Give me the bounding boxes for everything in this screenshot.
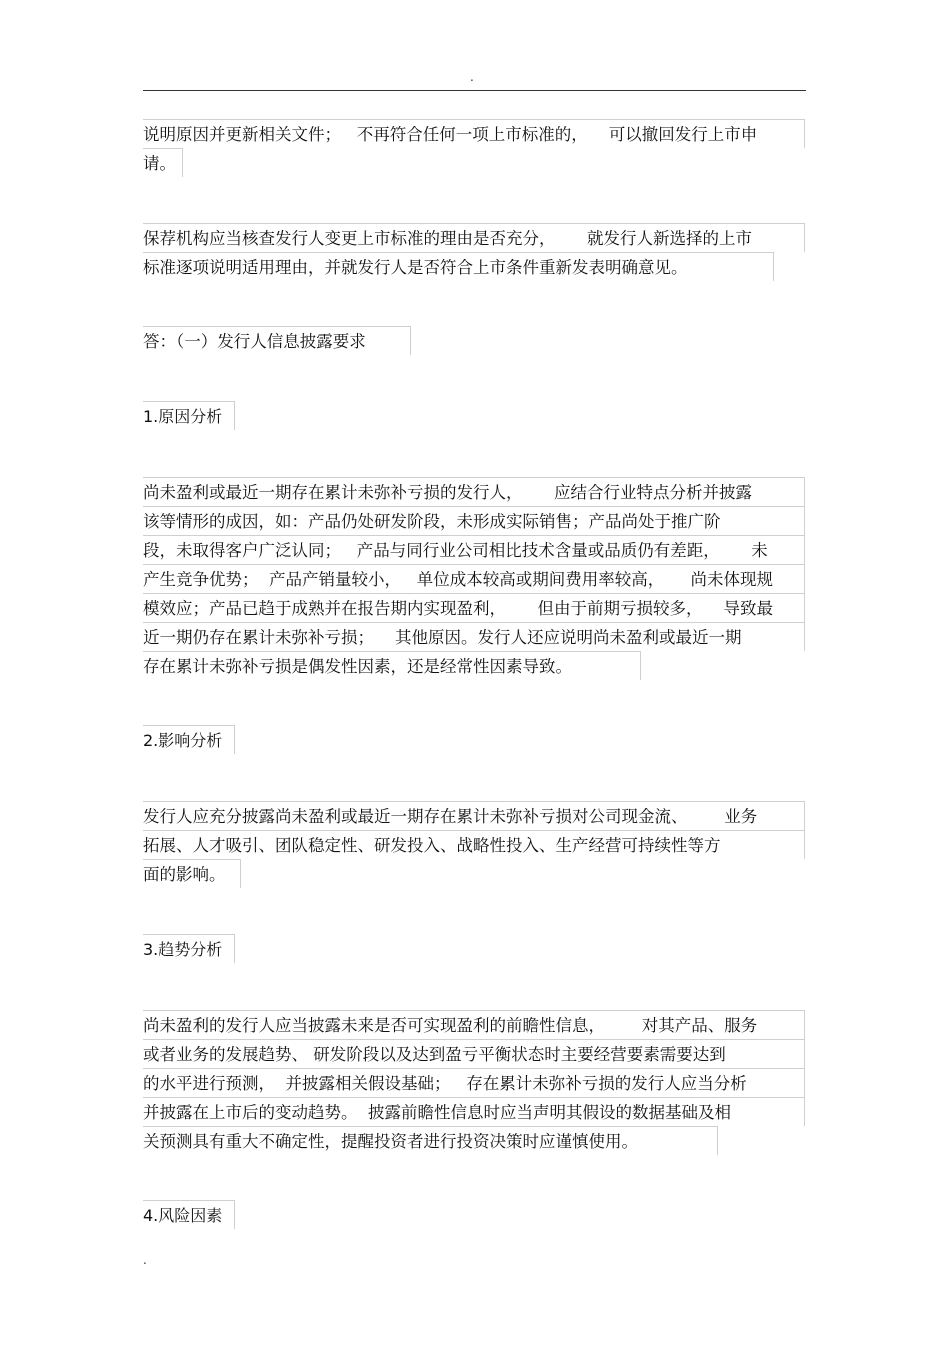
header-mark: . — [470, 70, 474, 84]
text-line: 存在累计未弥补亏损是偶发性因素，还是经常性因素导致。 — [143, 651, 641, 680]
text-line: 产生竞争优势； 产品产销量较小， 单位成本较高或期间费用率较高， 尚未体现规 — [143, 564, 805, 593]
text-line: 近一期仍存在累计未弥补亏损； 其他原因。发行人还应说明尚未盈利或最近一期 — [143, 622, 805, 651]
paragraph — [143, 119, 808, 177]
paragraph-gap — [143, 355, 808, 401]
footer-mark: . — [143, 1253, 147, 1267]
paragraph-gap — [143, 963, 808, 1010]
paragraph — [143, 1200, 808, 1229]
text-line: 请。 — [143, 148, 183, 177]
text-line: 该等情形的成因，如：产品仍处研发阶段，未形成实际销售；产品尚处于推广阶 — [143, 506, 805, 535]
paragraph-gap — [143, 281, 808, 326]
paragraph — [143, 401, 808, 430]
paragraph — [143, 223, 808, 281]
text-line: 拓展、人才吸引、团队稳定性、研发投入、战略性投入、生产经营可持续性等方 — [143, 830, 805, 859]
paragraph — [143, 801, 808, 888]
text-line: 模效应；产品已趋于成熟并在报告期内实现盈利， 但由于前期亏损较多， 导致最 — [143, 593, 805, 622]
text-line: 2.影响分析 — [143, 725, 235, 754]
text-line: 或者业务的发展趋势、 研发阶段以及达到盈亏平衡状态时主要经营要素需要达到 — [143, 1039, 805, 1068]
paragraph — [143, 1010, 808, 1155]
text-line: 关预测具有重大不确定性，提醒投资者进行投资决策时应谨慎使用。 — [143, 1126, 718, 1155]
text-line: 1.原因分析 — [143, 401, 235, 430]
text-line: 的水平进行预测， 并披露相关假设基础； 存在累计未弥补亏损的发行人应当分析 — [143, 1068, 805, 1097]
text-line: 段，未取得客户广泛认同； 产品与同行业公司相比技术含量或品质仍有差距， 未 — [143, 535, 805, 564]
paragraph-gap — [143, 888, 808, 934]
document-body — [143, 119, 808, 1229]
text-line: 尚未盈利或最近一期存在累计未弥补亏损的发行人， 应结合行业特点分析并披露 — [143, 477, 805, 506]
paragraph-gap — [143, 1155, 808, 1200]
text-line: 保荐机构应当核查发行人变更上市标准的理由是否充分， 就发行人新选择的上市 — [143, 223, 805, 252]
paragraph-gap — [143, 177, 808, 223]
text-line: 4.风险因素 — [143, 1200, 235, 1229]
text-line: 尚未盈利的发行人应当披露未来是否可实现盈利的前瞻性信息， 对其产品、服务 — [143, 1010, 805, 1039]
paragraph — [143, 934, 808, 963]
text-line: 标准逐项说明适用理由，并就发行人是否符合上市条件重新发表明确意见。 — [143, 252, 774, 281]
text-line: 发行人应充分披露尚未盈利或最近一期存在累计未弥补亏损对公司现金流、 业务 — [143, 801, 805, 830]
text-line: 面的影响。 — [143, 859, 241, 888]
header-rule — [143, 90, 806, 91]
paragraph — [143, 326, 808, 355]
paragraph — [143, 477, 808, 680]
text-line: 3.趋势分析 — [143, 934, 235, 963]
paragraph-gap — [143, 680, 808, 725]
paragraph — [143, 725, 808, 754]
paragraph-gap — [143, 430, 808, 477]
text-line: 答：（一）发行人信息披露要求 — [143, 326, 411, 355]
paragraph-gap — [143, 754, 808, 801]
text-line: 并披露在上市后的变动趋势。 披露前瞻性信息时应当声明其假设的数据基础及相 — [143, 1097, 805, 1126]
text-line: 说明原因并更新相关文件； 不再符合任何一项上市标准的， 可以撤回发行上市申 — [143, 119, 805, 148]
